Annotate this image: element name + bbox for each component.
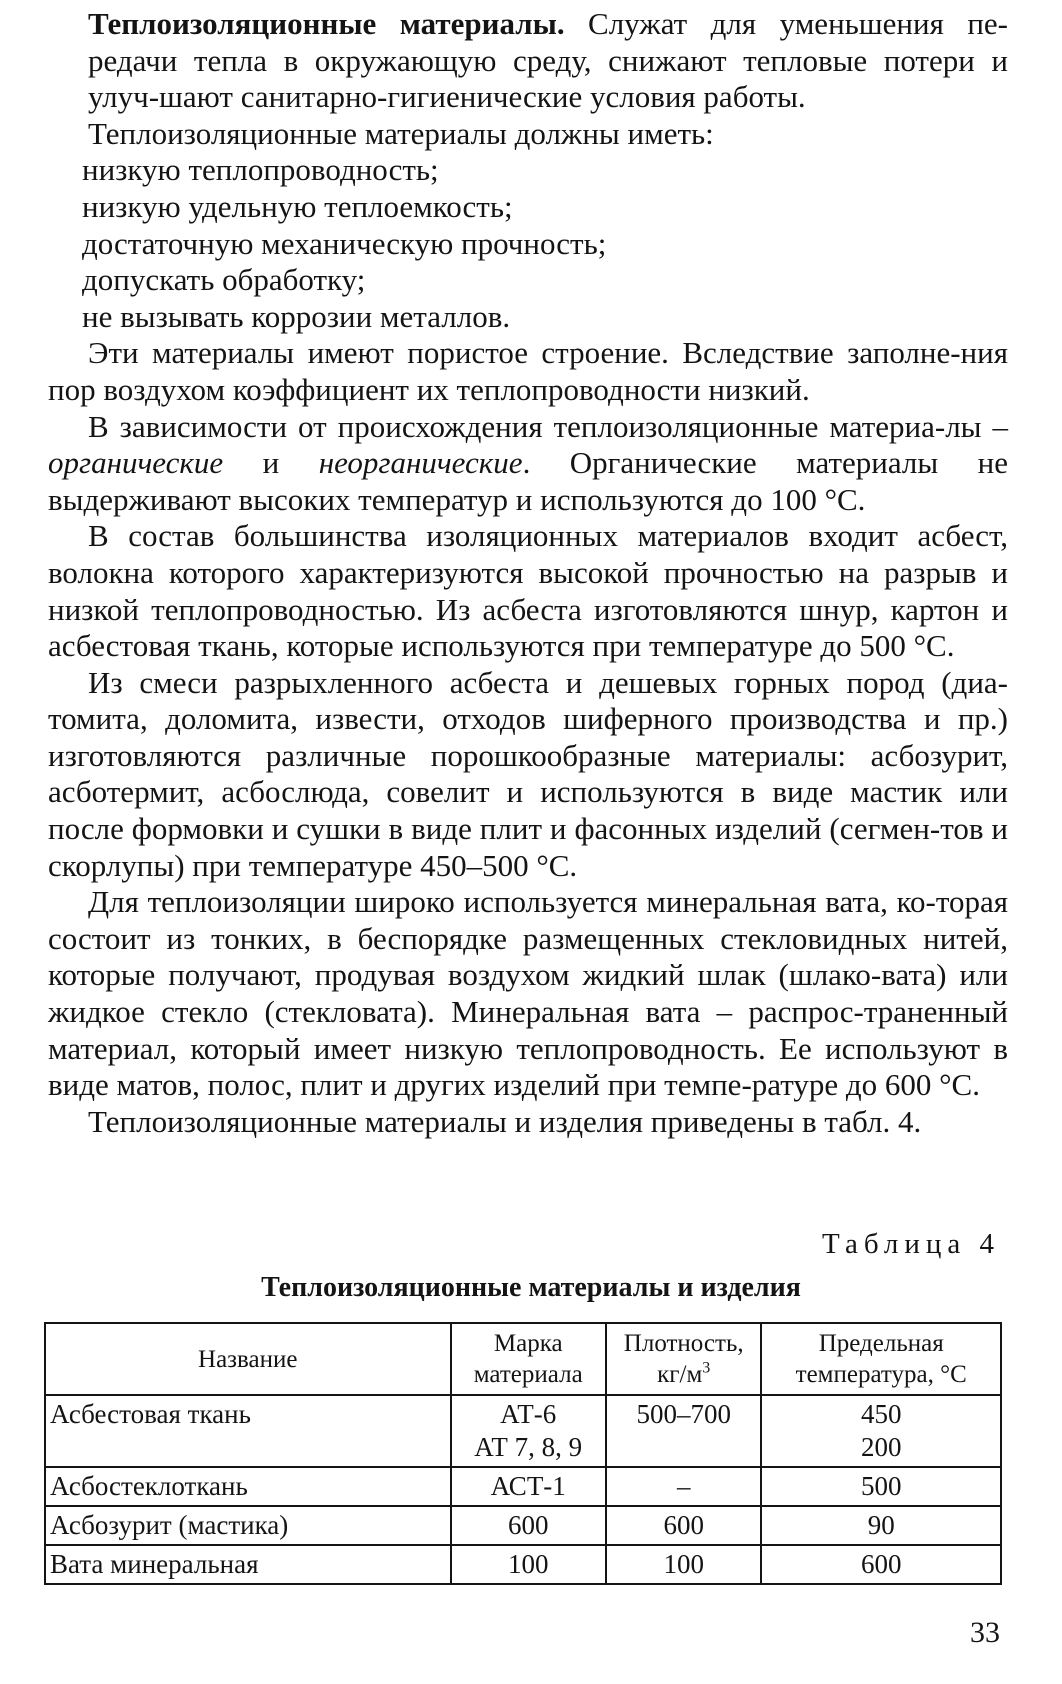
- page-number: 33: [970, 1616, 1000, 1649]
- paragraph-text: и: [223, 445, 319, 481]
- header-name: Название: [45, 1323, 451, 1395]
- paragraph-text: Теплоизоляционные материалы должны иметь:: [88, 115, 714, 151]
- cell-name: Асбестовая ткань: [45, 1395, 451, 1467]
- paragraph-text: Теплоизоляционные материалы и изделия приведены в табл. 4.: [88, 1103, 922, 1139]
- header-text: Предельная: [818, 1330, 944, 1357]
- cell-text: АТ-6: [500, 1399, 557, 1429]
- cell-density: –: [606, 1467, 761, 1506]
- list-item-text: не вызывать коррозии металлов.: [82, 298, 511, 334]
- table-caption: Таблица 4: [821, 1228, 1000, 1260]
- paragraph: [48, 335, 1008, 408]
- table-title: Теплоизоляционные материалы и изделия: [261, 1272, 801, 1303]
- cell-temperature: 90: [761, 1506, 1001, 1545]
- cell-name: Асбозурит (мастика): [45, 1506, 451, 1545]
- paragraph: [48, 1104, 1008, 1141]
- paragraph-text: Служат для уменьшения пе-редачи тепла в окружающую среду, снижают тепловые потери и улуч-шают санитарно-гигиенические условия работы.: [88, 6, 1008, 115]
- cell-text: 200: [860, 1432, 902, 1462]
- cell-density: 100: [606, 1545, 761, 1584]
- header-text: кг/м: [657, 1361, 703, 1388]
- table-row: [45, 1545, 1001, 1584]
- paragraph-text: Для теплоизоляции широко используется минеральная вата, ко-торая состоит из тонких, в беспорядке размещенных стекловидных нитей, которые получают, продувая воздухом жидкий шлак (шлако-вата) или жидкое стекло (стекловата). Минеральная вата – распрос-траненный материал, который имеет низкую теплопроводность. Ее используют в виде матов, полос, плит и других изделий при темпе-ратуре до 600 °C.: [48, 884, 1008, 1103]
- table-header-row: [45, 1323, 1001, 1395]
- header-text: температура, °C: [795, 1361, 967, 1388]
- paragraph: [48, 884, 1008, 1104]
- header-temperature: [761, 1323, 1001, 1395]
- cell-text: 450: [860, 1399, 902, 1429]
- list-item-text: допускать обработку;: [82, 262, 366, 298]
- paragraph-text: Эти материалы имеют пористое строение. Вследствие заполне-ния пор воздухом коэффициент их теплопроводности низкий.: [48, 335, 1008, 407]
- cell-text: АТ 7, 8, 9: [474, 1432, 583, 1462]
- list-item: [82, 299, 1008, 336]
- cell-temperature: [761, 1395, 1001, 1467]
- emphasis-organic: органические: [48, 445, 224, 481]
- materials-table: [44, 1322, 1002, 1585]
- lead-term: Теплоизоляционные материалы.: [88, 6, 565, 41]
- header-superscript: 3: [702, 1359, 711, 1377]
- table-row: [45, 1395, 1001, 1467]
- cell-grade: [451, 1395, 606, 1467]
- list-item: [82, 226, 1008, 263]
- body-text: [48, 6, 1008, 1140]
- paragraph: [48, 665, 1008, 885]
- cell-temperature: 500: [761, 1467, 1001, 1506]
- list-item-text: низкую теплопроводность;: [82, 152, 439, 188]
- table-row: [45, 1506, 1001, 1545]
- header-grade: [451, 1323, 606, 1395]
- paragraph: [48, 518, 1008, 664]
- emphasis-inorganic: неорганические: [318, 445, 523, 481]
- list-item: [82, 189, 1008, 226]
- cell-grade: 600: [451, 1506, 606, 1545]
- cell-name: Асбостеклоткань: [45, 1467, 451, 1506]
- cell-grade: АСТ-1: [451, 1467, 606, 1506]
- paragraph: [48, 409, 1008, 519]
- cell-grade: 100: [451, 1545, 606, 1584]
- list-item: [82, 262, 1008, 299]
- cell-temperature: 600: [761, 1545, 1001, 1584]
- paragraph-intro: [88, 6, 1008, 116]
- cell-density: 600: [606, 1506, 761, 1545]
- cell-density: 500–700: [606, 1395, 761, 1467]
- list-item: [82, 152, 1008, 189]
- paragraph-text: Из смеси разрыхленного асбеста и дешевых горных пород (диа-томита, доломита, извести, отходов шиферного производства и пр.) изготовляются различные порошкообразные материалы: асбозурит, асботермит, асбослюда, совелит и используются в виде мастик или после формовки и сушки в виде плит и фасонных изделий (сегмен-тов и скорлупы) при температуре 450–500 °C.: [48, 664, 1008, 883]
- list-item-text: достаточную механическую прочность;: [82, 225, 607, 261]
- cell-name: Вата минеральная: [45, 1545, 451, 1584]
- header-text: Плотность,: [623, 1330, 744, 1357]
- paragraph-text: . Органические материалы не выдерживают высоких температур и используются до 100 °C.: [48, 445, 1008, 517]
- paragraph-text: В зависимости от происхождения теплоизоляционные материа-лы –: [88, 408, 1008, 444]
- paragraph: [88, 116, 1008, 153]
- header-text: материала: [473, 1361, 583, 1388]
- header-density: [606, 1323, 761, 1395]
- paragraph-text: В состав большинства изоляционных материалов входит асбест, волокна которого характеризуются высокой прочностью на разрыв и низкой теплопроводностью. Из асбеста изготовляются шнур, картон и асбестовая ткань, которые используются при температуре до 500 °C.: [48, 518, 1008, 664]
- list-item-text: низкую удельную теплоемкость;: [82, 188, 513, 224]
- header-text: Марка: [493, 1330, 563, 1357]
- table-row: [45, 1467, 1001, 1506]
